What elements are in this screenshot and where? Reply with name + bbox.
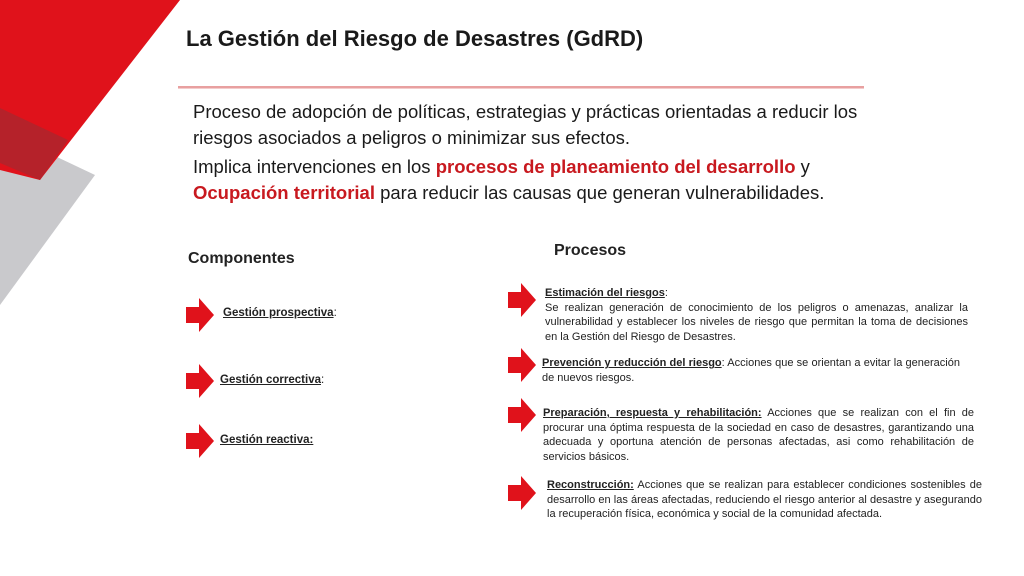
arrow-right-icon — [186, 424, 214, 458]
arrow-right-icon — [508, 398, 536, 432]
arrow-right-icon — [508, 283, 536, 317]
proceso-preparacion: Preparación, respuesta y rehabilitación: Acciones que se realizan con el fin de procurar una óptima respuesta de la sociedad en caso de desastres, garantizando una adecuada y oportuna atención de personas afectadas, asi como rehabilitación de servicios básicos. — [543, 407, 975, 463]
intro-paragraph-2: Implica intervenciones en los procesos de planeamiento del desarrollo y Ocupación territorial para reducir las causas que generan vulnerabilidades. — [193, 156, 825, 203]
proceso-estimacion: Estimación del riesgos: Se realizan generación de conocimiento de los peligros o amenazas, analizar la vulnerabilidad y establecer los niveles de riesgo que permitan la toma de decisiones en la Gestión del Riesgo de Desastres. — [545, 287, 968, 343]
component-correctiva: Gestión correctiva: — [220, 374, 325, 386]
corner-decoration — [0, 0, 200, 576]
page-title: La Gestión del Riesgo de Desastres (GdRD) — [186, 26, 644, 51]
highlight-planeamiento: procesos de planeamiento del desarrollo — [435, 156, 796, 177]
title-divider — [178, 86, 864, 89]
intro-paragraph-1: Proceso de adopción de políticas, estrategias y prácticas orientadas a reducir los riesgos asociados a peligros o minimizar sus efectos. — [193, 101, 858, 148]
highlight-ocupacion: Ocupación territorial — [193, 182, 375, 203]
intro-text — [193, 99, 913, 209]
procesos-heading: Procesos — [554, 242, 627, 259]
componentes-heading: Componentes — [188, 250, 295, 267]
arrow-right-icon — [186, 298, 214, 332]
proceso-prevencion: Prevención y reducción del riesgo: Acciones que se orientan a evitar la generación de nuevos riesgos. — [542, 357, 960, 384]
arrow-right-icon — [508, 348, 536, 382]
arrow-right-icon — [186, 364, 214, 398]
component-prospectiva: Gestión prospectiva: — [223, 307, 337, 319]
component-reactiva: Gestión reactiva: — [220, 434, 314, 446]
arrow-right-icon — [508, 476, 536, 510]
proceso-reconstruccion: Reconstrucción: Acciones que se realizan para establecer condiciones sostenibles de desarrollo en las áreas afectadas, reduciendo el riesgo anterior al desastre y asegurando la recuperación física, económica y social de la comunidad afectada. — [547, 479, 982, 520]
